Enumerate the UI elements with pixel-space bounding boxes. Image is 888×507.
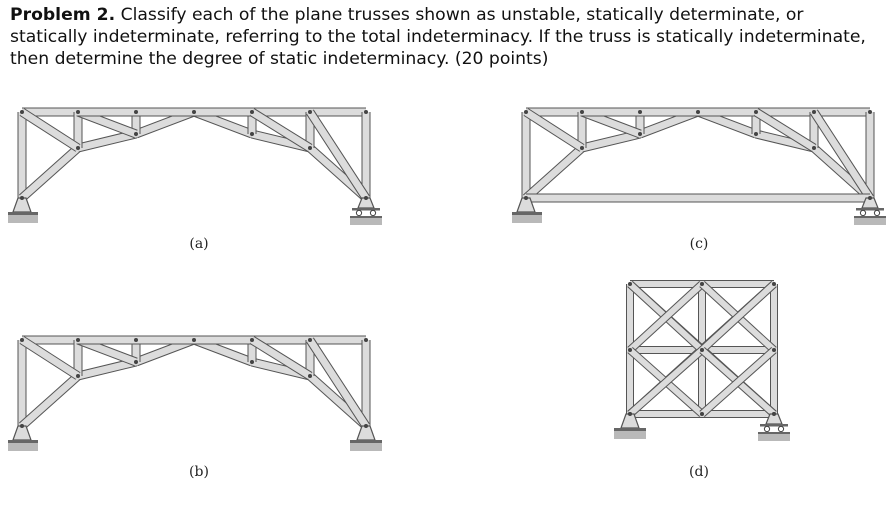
truss-joint: [250, 132, 254, 136]
truss-joint: [812, 110, 816, 114]
roller-wheel: [356, 210, 361, 215]
truss-joint: [76, 338, 80, 342]
support-base: [512, 212, 542, 215]
truss-joint: [20, 196, 24, 200]
ground-hatch: [614, 431, 646, 439]
truss-joint: [134, 110, 138, 114]
truss-joint: [308, 146, 312, 150]
support-base: [350, 440, 382, 443]
truss-member: [582, 134, 640, 148]
truss-figure-d: [612, 274, 792, 454]
truss-joint: [20, 424, 24, 428]
truss-figure-b: [8, 328, 388, 458]
support-base: [350, 216, 382, 218]
ground-hatch: [8, 215, 38, 223]
truss-joint: [308, 110, 312, 114]
roller-plate: [760, 424, 788, 427]
ground-hatch: [758, 434, 790, 441]
roller-wheel: [764, 426, 769, 431]
caption-a: (a): [189, 236, 209, 252]
pin-support: [13, 198, 31, 212]
truss-joint: [20, 338, 24, 342]
truss-joint: [628, 412, 632, 416]
truss-member: [22, 340, 78, 376]
truss-joint: [134, 360, 138, 364]
truss-joint: [772, 412, 776, 416]
truss-joint: [754, 132, 758, 136]
truss-joint: [250, 360, 254, 364]
truss-joint: [812, 146, 816, 150]
support-base: [758, 432, 790, 434]
truss-joint: [580, 146, 584, 150]
truss-joint: [308, 338, 312, 342]
roller-plate: [856, 208, 884, 211]
truss-joint: [364, 338, 368, 342]
truss-joint: [250, 338, 254, 342]
truss-member: [22, 148, 78, 198]
ground-hatch: [8, 443, 38, 451]
truss-joint: [700, 412, 704, 416]
truss-member: [22, 112, 78, 148]
support-base: [854, 216, 886, 218]
truss-joint: [308, 374, 312, 378]
problem-statement: [10, 4, 882, 70]
caption-c: (c): [689, 236, 709, 252]
truss-member: [22, 376, 78, 426]
truss-joint: [868, 110, 872, 114]
truss-figure-a: [8, 100, 388, 230]
truss-joint: [772, 282, 776, 286]
support-base: [614, 428, 646, 431]
truss-joint: [754, 110, 758, 114]
truss-member: [78, 134, 136, 148]
truss-joint: [364, 196, 368, 200]
truss-joint: [192, 338, 196, 342]
truss-joint: [364, 110, 368, 114]
truss-member: [78, 362, 136, 376]
roller-wheel: [874, 210, 879, 215]
truss-joint: [638, 132, 642, 136]
truss-joint: [700, 348, 704, 352]
truss-joint: [192, 110, 196, 114]
truss-joint: [638, 110, 642, 114]
pin-support: [13, 426, 31, 440]
truss-joint: [868, 196, 872, 200]
truss-joint: [76, 374, 80, 378]
truss-member: [526, 148, 582, 198]
truss-member: [526, 112, 582, 148]
problem-text: Classify each of the plane trusses shown as unstable, statically determinate, or statically indeterminate, referring to the total indeterminacy. If the truss is statically indeterminate, then determine the degree of static indeterminacy. (20 points): [10, 5, 866, 69]
truss-joint: [76, 146, 80, 150]
truss-joint: [696, 110, 700, 114]
caption-d: (d): [689, 464, 709, 480]
truss-figure-c: [512, 100, 888, 230]
problem-heading: Problem 2.: [10, 5, 116, 25]
support-base: [8, 440, 38, 443]
roller-plate: [352, 208, 380, 211]
truss-joint: [364, 424, 368, 428]
truss-joint: [524, 196, 528, 200]
pin-support: [357, 426, 375, 440]
roller-wheel: [860, 210, 865, 215]
truss-joint: [700, 282, 704, 286]
truss-joint: [772, 348, 776, 352]
truss-joint: [20, 110, 24, 114]
roller-wheel: [778, 426, 783, 431]
ground-hatch: [512, 215, 542, 223]
truss-joint: [628, 348, 632, 352]
truss-joint: [580, 110, 584, 114]
truss-joint: [524, 110, 528, 114]
support-base: [8, 212, 38, 215]
truss-joint: [134, 132, 138, 136]
caption-b: (b): [189, 464, 209, 480]
ground-hatch: [350, 218, 382, 225]
truss-joint: [628, 282, 632, 286]
truss-joint: [134, 338, 138, 342]
ground-hatch: [854, 218, 886, 225]
truss-joint: [76, 110, 80, 114]
truss-joint: [250, 110, 254, 114]
ground-hatch: [350, 443, 382, 451]
roller-wheel: [370, 210, 375, 215]
